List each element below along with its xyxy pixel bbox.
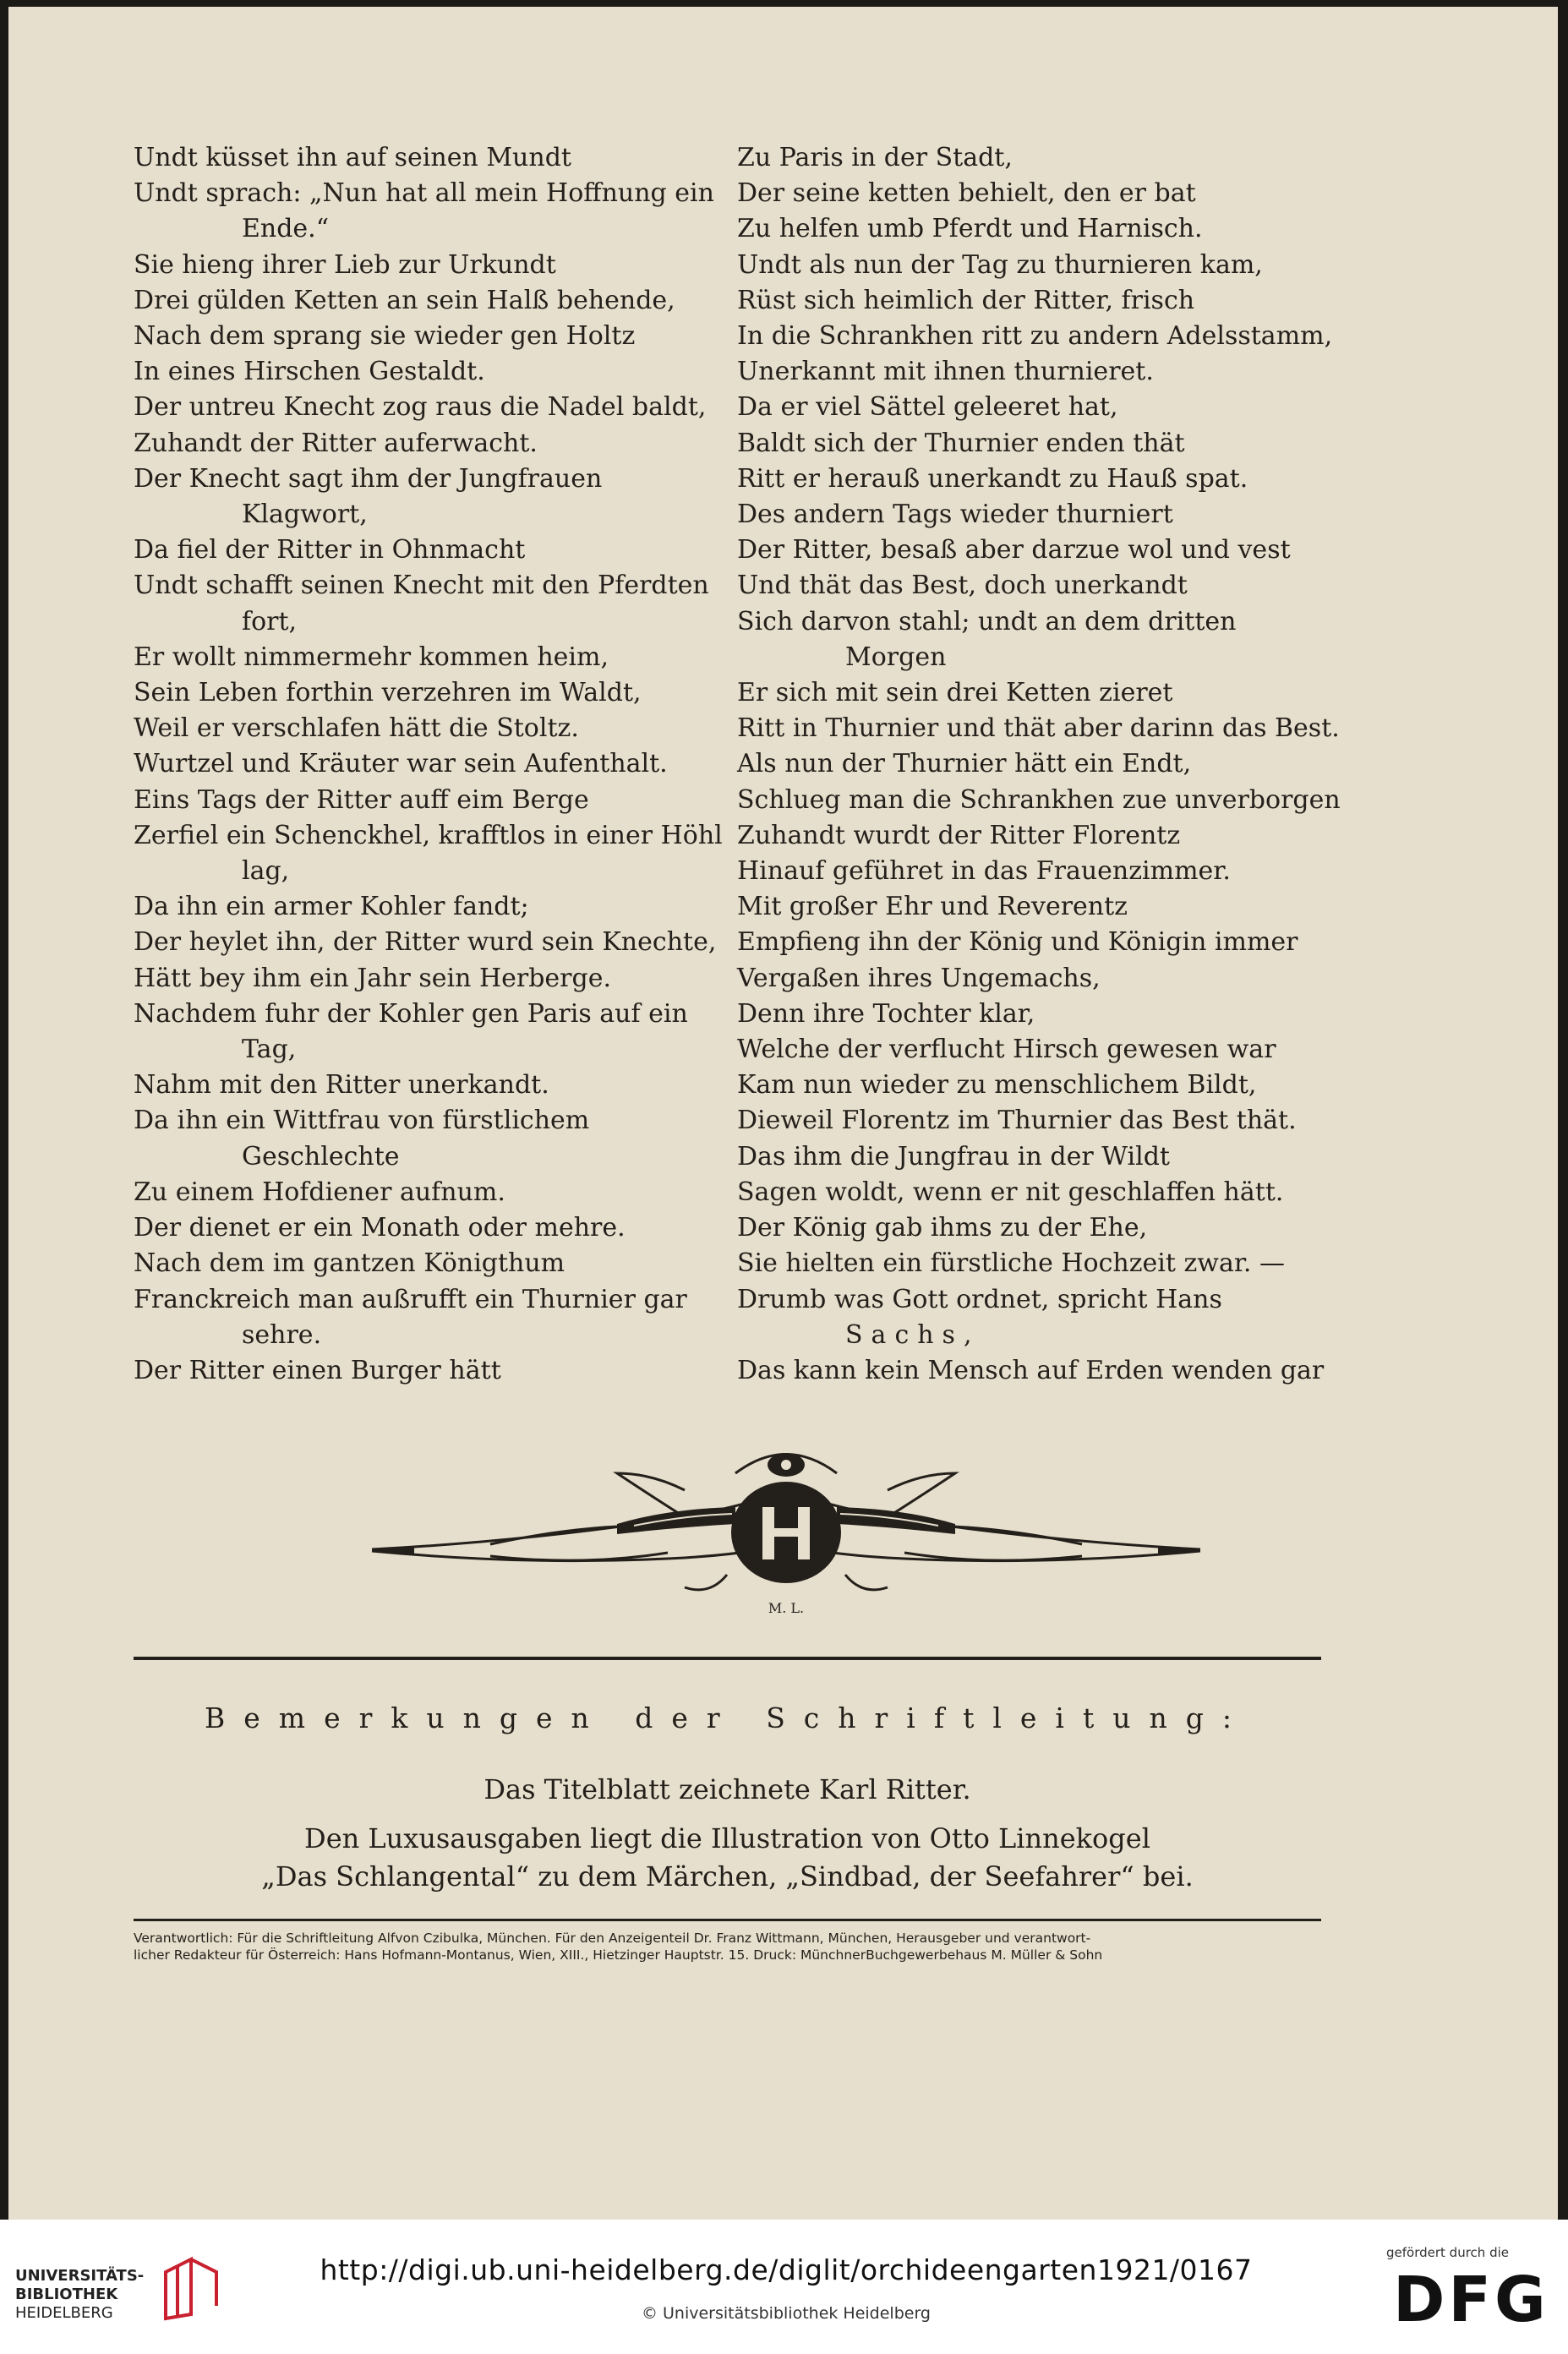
poem-line: Zu einem Hofdiener aufnum. [134, 1177, 505, 1207]
poem-line: Der untreu Knecht zog raus die Nadel baldt, [134, 392, 707, 423]
poem-line: Dieweil Florentz im Thurnier das Best thät. [737, 1106, 1297, 1136]
poem-line: Tag, [242, 1035, 297, 1065]
poem-line: Undt sprach: „Nun hat all mein Hoffnung ein [134, 178, 714, 209]
permalink-url[interactable]: http://digi.ub.uni-heidelberg.de/diglit/orchideengarten1921/0167 [320, 2253, 1253, 2286]
poem-line: Welche der verflucht Hirsch gewesen war [737, 1035, 1276, 1065]
poem-line: Undt als nun der Tag zu thurnieren kam, [737, 249, 1263, 280]
poem-line: Der Knecht sagt ihm der Jungfrauen [134, 463, 603, 494]
remarks-heading: Bemerkungen der Schriftleitung: [205, 1701, 1250, 1734]
poem-line: Vergaßen ihres Ungemachs, [737, 963, 1101, 993]
poem-line: Das kann kein Mensch auf Erden wenden gar [737, 1355, 1325, 1385]
poem-line: lag, [242, 856, 290, 887]
poem-line: Sich darvon stahl; undt an dem dritten [737, 606, 1237, 636]
poem-line: Der heylet ihn, der Ritter wurd sein Knechte, [134, 927, 717, 958]
poem-line: Da er viel Sättel geleeret hat, [737, 392, 1118, 423]
poem-line: Zuhandt wurdt der Ritter Florentz [737, 820, 1181, 850]
library-name-line-3: HEIDELBERG [15, 2304, 113, 2322]
poem-line: Als nun der Thurnier hätt ein Endt, [737, 749, 1192, 779]
poem-line: Hätt bey ihm ein Jahr sein Herberge. [134, 963, 612, 993]
poem-line: Des andern Tags wieder thurniert [737, 500, 1173, 530]
imprint-line-2: licher Redakteur für Österreich: Hans Hofmann-Montanus, Wien, XIII., Hietzinger Hauptstr. 15. Druck: MünchnerBuchgewerbehaus M. Müller & Sohn [134, 1947, 1103, 1963]
poem-line: Mit großer Ehr und Reverentz [737, 892, 1128, 922]
poem-line: Ende.“ [242, 214, 330, 244]
poem-line: Zu helfen umb Pferdt und Harnisch. [737, 214, 1203, 244]
poem-line: Franckreich man außrufft ein Thurnier gar [134, 1284, 687, 1314]
poem-line: Nach dem sprang sie wieder gen Holtz [134, 321, 636, 352]
poem-line: Sagen woldt, wenn er nit geschlaffen hätt. [737, 1177, 1284, 1207]
poem-line: Der seine ketten behielt, den er bat [737, 178, 1196, 209]
poem-line: Eins Tags der Ritter auff eim Berge [134, 784, 589, 815]
poem-line: Sachs, [845, 1319, 981, 1350]
library-name [15, 2267, 144, 2323]
funding-note: gefördert durch die [1386, 2245, 1509, 2260]
poem-line: Da ihn ein Wittfrau von fürstlichem [134, 1106, 590, 1136]
library-logo[interactable] [15, 2260, 243, 2336]
poem-line: Rüst sich heimlich der Ritter, frisch [737, 285, 1195, 315]
poem-line: Ritt in Thurnier und thät aber darinn das Best. [737, 713, 1340, 744]
poem-line: Kam nun wieder zu menschlichem Bildt, [737, 1070, 1257, 1101]
poem-line: Ritt er herauß unerkandt zu Hauß spat. [737, 463, 1248, 494]
copyright-notice: © Universitätsbibliothek Heidelberg [641, 2304, 931, 2323]
remarks-line-maerchen: „Das Schlangental“ zu dem Märchen, „Sindbad, der Seefahrer“ bei. [261, 1860, 1194, 1892]
poem-right-column [737, 140, 1346, 1389]
poem-line: Sein Leben forthin verzehren im Waldt, [134, 678, 642, 708]
poem-line: Der Ritter, besaß aber darzue wol und vest [737, 535, 1291, 565]
poem-line: Da ihn ein armer Kohler fandt; [134, 892, 529, 922]
imprint-divider [134, 1919, 1321, 1921]
poem-line: Hinauf geführet in das Frauenzimmer. [737, 856, 1231, 887]
poem-line: Morgen [845, 642, 947, 672]
poem-line: Zuhandt der Ritter auferwacht. [134, 428, 538, 458]
poem-line: In die Schrankhen ritt zu andern Adelsstamm, [737, 321, 1333, 352]
poem-line: Geschlechte [242, 1141, 400, 1172]
poem-line: Und thät das Best, doch unerkandt [737, 571, 1188, 601]
ornament-signature: M. L. [768, 1600, 805, 1616]
poem-line: Er sich mit sein drei Ketten zieret [737, 678, 1173, 708]
poem-line: In eines Hirschen Gestaldt. [134, 357, 485, 387]
poem-line: Schlueg man die Schrankhen zue unverborgen [737, 784, 1341, 815]
imprint [134, 1930, 1321, 1963]
poem-line: Der dienet er ein Monath oder mehre. [134, 1213, 626, 1243]
imprint-line-1: Verantwortlich: Für die Schriftleitung Alfvon Czibulka, München. Für den Anzeigenteil Dr. Franz Wittmann, München, Herausgeber und verantwort- [134, 1931, 1091, 1946]
poem-line: Der König gab ihms zu der Ehe, [737, 1213, 1148, 1243]
poem-line: Baldt sich der Thurnier enden thät [737, 428, 1185, 458]
poem-line: Sie hielten ein fürstliche Hochzeit zwar. — [737, 1248, 1285, 1279]
poem-line: Er wollt nimmermehr kommen heim, [134, 642, 609, 672]
poem-line: Drumb was Gott ordnet, spricht Hans [737, 1284, 1222, 1314]
poem-left-column [134, 140, 725, 1389]
poem-line: Drei gülden Ketten an sein Halß behende, [134, 285, 675, 315]
dfg-logo[interactable]: DFG [1393, 2264, 1549, 2336]
poem-line: Der Ritter einen Burger hätt [134, 1355, 501, 1385]
poem-line: Wurtzel und Kräuter war sein Aufenthalt. [134, 749, 668, 779]
remarks-line-title-page: Das Titelblatt zeichnete Karl Ritter. [484, 1773, 971, 1805]
poem-line: Sie hieng ihrer Lieb zur Urkundt [134, 249, 556, 280]
section-divider [134, 1657, 1321, 1660]
remarks-line-illustration: Den Luxusausgaben liegt die Illustration von Otto Linnekogel [304, 1822, 1150, 1854]
poem-line: Klagwort, [242, 500, 368, 530]
decorative-ornament [363, 1439, 1209, 1617]
poem-line: Zerfiel ein Schenckhel, krafftlos in einer Höhl [134, 820, 723, 850]
poem-line: Empfieng ihn der König und Königin immer [737, 927, 1298, 958]
poem-line: Nahm mit den Ritter unerkandt. [134, 1070, 549, 1101]
poem-line: Unerkannt mit ihnen thurnieret. [737, 357, 1154, 387]
library-name-line-2: BIBLIOTHEK [15, 2286, 118, 2303]
poem-line: Undt schafft seinen Knecht mit den Pferdten [134, 571, 709, 601]
poem-line: Undt küsset ihn auf seinen Mundt [134, 143, 571, 172]
library-logo-icon [157, 2255, 225, 2323]
poem-line: Nach dem im gantzen Königthum [134, 1248, 565, 1279]
poem-line: Zu Paris in der Stadt, [737, 143, 1013, 172]
poem-line: Da fiel der Ritter in Ohnmacht [134, 535, 526, 565]
library-name-line-1: UNIVERSITÄTS- [15, 2267, 145, 2285]
digitization-footer [0, 2220, 1568, 2354]
poem-line: fort, [242, 606, 298, 636]
poem-line: Das ihm die Jungfrau in der Wildt [737, 1141, 1170, 1172]
poem-line: Denn ihre Tochter klar, [737, 998, 1035, 1029]
scanned-page [8, 7, 1558, 2220]
poem-line: Nachdem fuhr der Kohler gen Paris auf ein [134, 998, 688, 1029]
poem-line: sehre. [242, 1319, 322, 1350]
poem-line: Weil er verschlafen hätt die Stoltz. [134, 713, 579, 744]
